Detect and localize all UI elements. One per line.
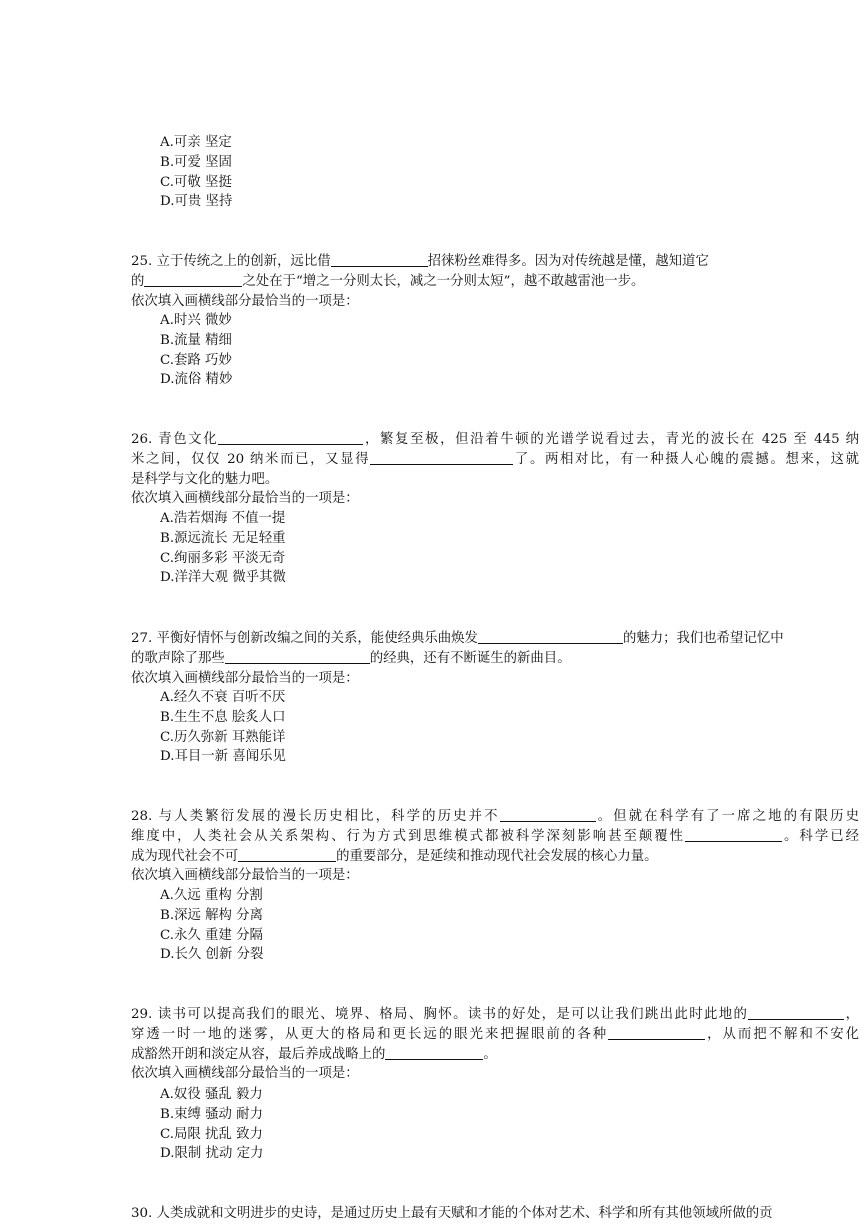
fill-blank [331, 252, 428, 267]
q27-text: 27. 平衡好情怀与创新改编之间的关系，能使经典乐曲焕发 [131, 631, 478, 646]
q27-option-d: D.耳目一新 喜闻乐见 [160, 749, 286, 765]
q29-line-1 [131, 1005, 859, 1025]
fill-blank [144, 272, 242, 287]
q29-text: 29. 读书可以提高我们的眼光、境界、格局、胸怀。读书的好处，是可以让我们跳出此时此地的 [131, 1007, 749, 1022]
q28-text: 维度中，人类社会从关系架构、行为方式到思维模式都被科学深刻影响甚至颠覆性 [131, 828, 686, 844]
question-28 [131, 807, 859, 886]
q24-option-a: A.可亲 坚定 [160, 135, 232, 150]
q27-text: 的歌声除了那些 [131, 650, 225, 666]
q27-instruction: 依次填入画横线部分最恰当的一项是： [131, 670, 359, 686]
q26-line-1 [131, 430, 859, 450]
q28-options [160, 886, 263, 965]
q28-option-b: B.深远 解构 分离 [160, 907, 263, 923]
q27-option-c: C.历久弥新 耳熟能详 [160, 729, 286, 745]
question-26 [131, 430, 859, 509]
fill-blank [748, 1005, 844, 1020]
q26-option-b: B.源远流长 无足轻重 [160, 530, 286, 546]
question-29 [131, 1005, 859, 1084]
fill-blank [238, 847, 336, 862]
q29-options [160, 1085, 263, 1164]
q28-text: 成为现代社会不可 [131, 848, 239, 864]
q24-option-c: C.可敬 坚挺 [160, 174, 232, 190]
fill-blank [370, 450, 513, 465]
fill-blank [608, 1025, 705, 1040]
q26-line-2 [131, 450, 859, 470]
q30-line-1: 30. 人类成就和文明进步的史诗，是通过历史上最有天赋和才能的个体对艺术、科学和所有其他领域所做的贡 [131, 1206, 773, 1221]
q26-option-a: A.浩若烟海 不值一提 [160, 511, 286, 526]
question-27 [131, 629, 859, 688]
q28-text: 的重要部分，是延续和推动现代社会发展的核心力量。 [336, 848, 658, 864]
q24-option-b: B.可爱 坚固 [160, 154, 232, 170]
question-30 [131, 1204, 859, 1224]
q29-option-c: C.局限 扰乱 致力 [160, 1126, 263, 1142]
q26-option-d: D.洋洋大观 微乎其微 [160, 570, 286, 586]
q25-text: 的 [131, 273, 145, 289]
q25-instruction: 依次填入画横线部分最恰当的一项是： [131, 293, 359, 309]
q29-option-a: A.奴役 骚乱 毅力 [160, 1087, 263, 1102]
fill-blank [478, 629, 623, 644]
q29-option-b: B.束缚 骚动 耐力 [160, 1106, 263, 1122]
q29-text: 成豁然开朗和淡定从容，最后养成战略上的 [131, 1046, 386, 1062]
q27-text: 的魅力；我们也希望记忆中 [622, 631, 784, 646]
q29-line-3 [131, 1045, 859, 1065]
q28-line-1 [131, 807, 859, 827]
q25-options [160, 311, 232, 390]
q28-instruction: 依次填入画横线部分最恰当的一项是： [131, 868, 359, 884]
q27-option-b: B.生生不息 脍炙人口 [160, 709, 286, 725]
q28-option-d: D.长久 创新 分裂 [160, 947, 264, 963]
q25-option-a: A.时兴 微妙 [160, 313, 232, 328]
q26-text: 26. 青色文化 [131, 432, 219, 447]
q29-text: ，从而把不解和不安化 [705, 1026, 860, 1042]
q26-instruction: 依次填入画横线部分最恰当的一项是： [131, 491, 359, 507]
q28-text: 。科学已经 [782, 828, 859, 844]
q29-instruction: 依次填入画横线部分最恰当的一项是： [131, 1066, 359, 1082]
fill-blank [685, 827, 782, 842]
q28-option-a: A.久远 重构 分割 [160, 888, 263, 903]
q25-text: 之处在于“增之一分则太长，减之一分则太短”，越不敢越雷池一步。 [242, 273, 645, 289]
q25-option-b: B.流量 精细 [160, 332, 232, 348]
q28-line-2 [131, 827, 859, 847]
q29-text: 。 [483, 1046, 497, 1062]
q26-text: ，繁复至极，但沿着牛顿的光谱学说看过去，青光的波长在 425 至 445 纳 [363, 432, 859, 447]
q29-option-d: D.限制 扰动 定力 [160, 1146, 264, 1162]
q27-options [160, 688, 286, 767]
q28-option-c: C.永久 重建 分隔 [160, 927, 263, 943]
q27-option-a: A.经久不衰 百听不厌 [160, 690, 286, 705]
q26-option-c: C.绚丽多彩 平淡无奇 [160, 550, 286, 566]
q25-text: 招徕粉丝难得多。因为对传统越是懂，越知道它 [427, 254, 709, 269]
q24-options [160, 133, 232, 212]
q26-text: 了。两相对比，有一种摄人心魄的震撼。想来，这就 [513, 451, 859, 467]
q26-options [160, 509, 286, 588]
q29-text: ， [844, 1007, 859, 1022]
q27-line-1 [131, 629, 859, 649]
q26-line-3: 是科学与文化的魅力吧。 [131, 471, 279, 487]
q28-line-3 [131, 847, 859, 867]
fill-blank [225, 649, 370, 664]
q28-text: 。但就在科学有了一席之地的有限历史 [595, 809, 859, 824]
q25-text: 25. 立于传统之上的创新，远比借 [131, 254, 331, 269]
q29-text: 穿透一时一地的迷雾，从更大的格局和更长远的眼光来把握眼前的各种 [131, 1026, 609, 1042]
fill-blank [385, 1045, 483, 1060]
q25-option-d: D.流俗 精妙 [160, 372, 233, 388]
q25-line-2 [131, 272, 859, 292]
q24-option-d: D.可贵 坚持 [160, 194, 233, 210]
q25-line-1 [131, 252, 859, 272]
fill-blank [218, 430, 363, 445]
q27-text: 的经典，还有不断诞生的新曲目。 [369, 650, 571, 666]
q27-line-2 [131, 649, 859, 669]
q25-option-c: C.套路 巧妙 [160, 352, 232, 368]
q29-line-2 [131, 1025, 859, 1045]
fill-blank [500, 807, 596, 822]
question-25 [131, 252, 859, 311]
q26-text: 米之间，仅仅 20 纳米而已，又显得 [131, 451, 371, 467]
q28-text: 28. 与人类繁衍发展的漫长历史相比，科学的历史并不 [131, 809, 500, 824]
